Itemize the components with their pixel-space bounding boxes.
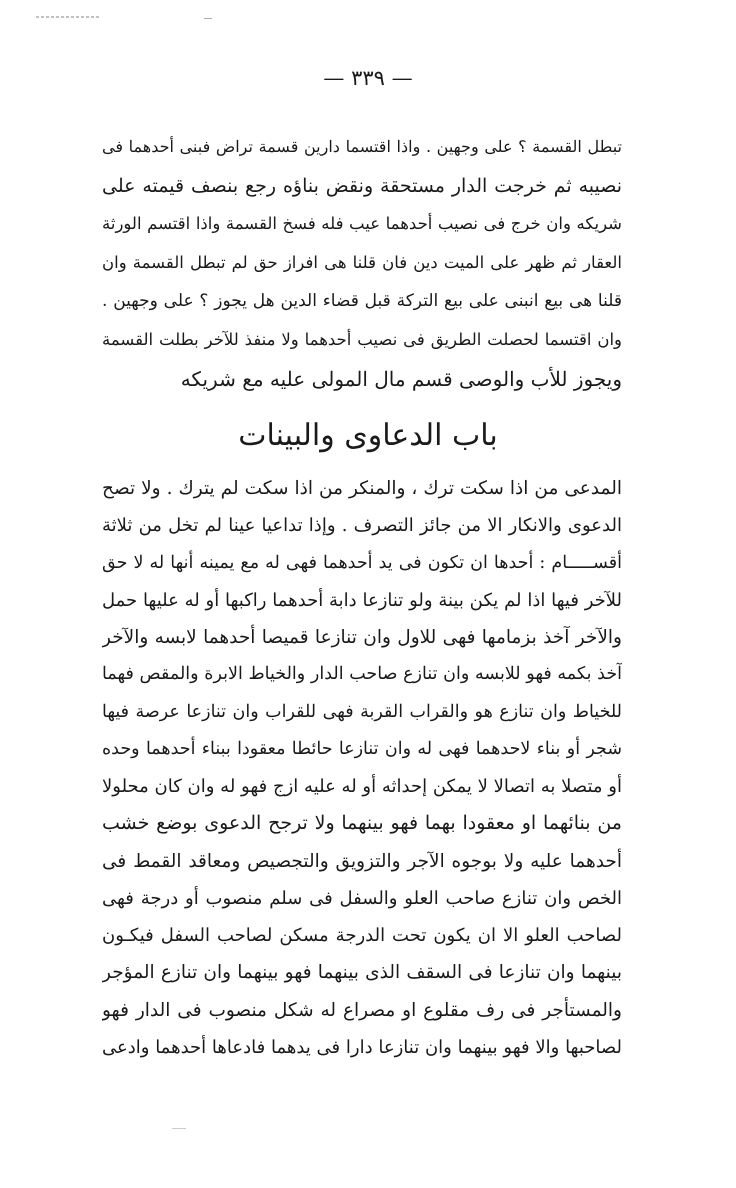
text-line: للخياط وان تنازع هو والقراب القربة فهى للقراب وان تنازعا عرصة فيها: [102, 701, 622, 722]
text-line: آخذ بكمه فهو للابسه وان تنازع صاحب الدار والخياط الابرة والمقص فهما: [102, 664, 622, 685]
text-line: أو متصلا به اتصالا لا يمكن إحداثه أو له عليه ازج فهو له وان كان محلولا: [102, 776, 622, 797]
text-line: شجر أو بناء لاحدهما فهى له وان تنازعا حائطا معقودا ببناء أحدهما وحده: [102, 738, 622, 759]
text-line: قلنا هى بيع انبنى على بيع التركة قبل قضاء الدين هل يجوز ؟ على وجهين .: [102, 291, 622, 312]
text-line: أقســـــام : أحدها ان تكون فى يد أحدهما فهى له مع يمينه أنها له لا حق: [102, 552, 622, 573]
text-line: الخص وان تنازع صاحب العلو والسفل فى سلم منصوب أو درجة فهى: [102, 887, 622, 909]
page-number: — ٣٣٩ —: [323, 66, 413, 90]
paragraph-2: [102, 470, 622, 1066]
text-line: الدعوى والانكار الا من جائز التصرف . وإذا تداعيا عينا لم تخل من ثلاثة: [102, 515, 622, 537]
scan-artifact: [172, 1128, 186, 1129]
text-line: من بنائهما او معقودا بهما فهو بينهما ولا ترجح الدعوى بوضع خشب: [102, 812, 622, 835]
text-line: أحدهما عليه ولا بوجوه الآجر والتزويق والتجصيص ومعاقد القمط فى: [102, 850, 622, 872]
text-line: وان اقتسما لحصلت الطريق فى نصيب أحدهما ولا منفذ للآخر بطلت القسمة: [102, 329, 622, 349]
text-line: لصاحب العلو الا ان يكون تحت الدرجة مسكن لصاحب السفل فيكـون: [102, 925, 622, 946]
text-line: لصاحبها والا فهو بينهما وان تنازعا دارا فى يدهما فادعاها أحدهما وادعى: [102, 1036, 622, 1058]
text-line: المدعى من اذا سكت ترك ، والمنكر من اذا سكت لم يترك . ولا تصح: [102, 478, 622, 499]
text-line: للآخر فيها اذا لم يكن بينة ولو تنازعا دابة أحدهما راكبها أو له عليها حمل: [102, 589, 622, 611]
text-line: العقار ثم ظهر على الميت دين فان قلنا هى افراز حق لم تبطل القسمة وان: [102, 252, 622, 272]
paragraph-1: [102, 128, 622, 398]
text-line: والآخر آخذ بزمامها فهى للاول وان تنازعا قميصا أحدهما لابسه والآخر: [102, 627, 622, 648]
text-line: ويجوز للأب والوصى قسم مال المولى عليه مع شريكه: [180, 366, 622, 391]
text-line: تبطل القسمة ؟ على وجهين . واذا اقتسما دارين قسمة تراض فبنى أحدهما فى: [102, 137, 622, 156]
scan-artifact: [36, 16, 100, 18]
text-line: بينهما وان تنازعا فى السقف الذى بينهما فهو بينهما وان تنازع المؤجر: [102, 962, 622, 984]
text-line: شريكه وان خرج فى نصيب أحدهما عيب فله فسخ القسمة واذا اقتسم الورثة: [102, 214, 622, 234]
chapter-heading: باب الدعاوى والبينات: [238, 418, 498, 453]
scan-artifact: [204, 18, 212, 19]
text-line: والمستأجر فى رف مقلوع او مصراع له شكل منصوب فى الدار فهو: [102, 999, 622, 1021]
text-line: نصيبه ثم خرجت الدار مستحقة ونقض بناؤه رجع بنصف قيمته على: [102, 174, 622, 197]
